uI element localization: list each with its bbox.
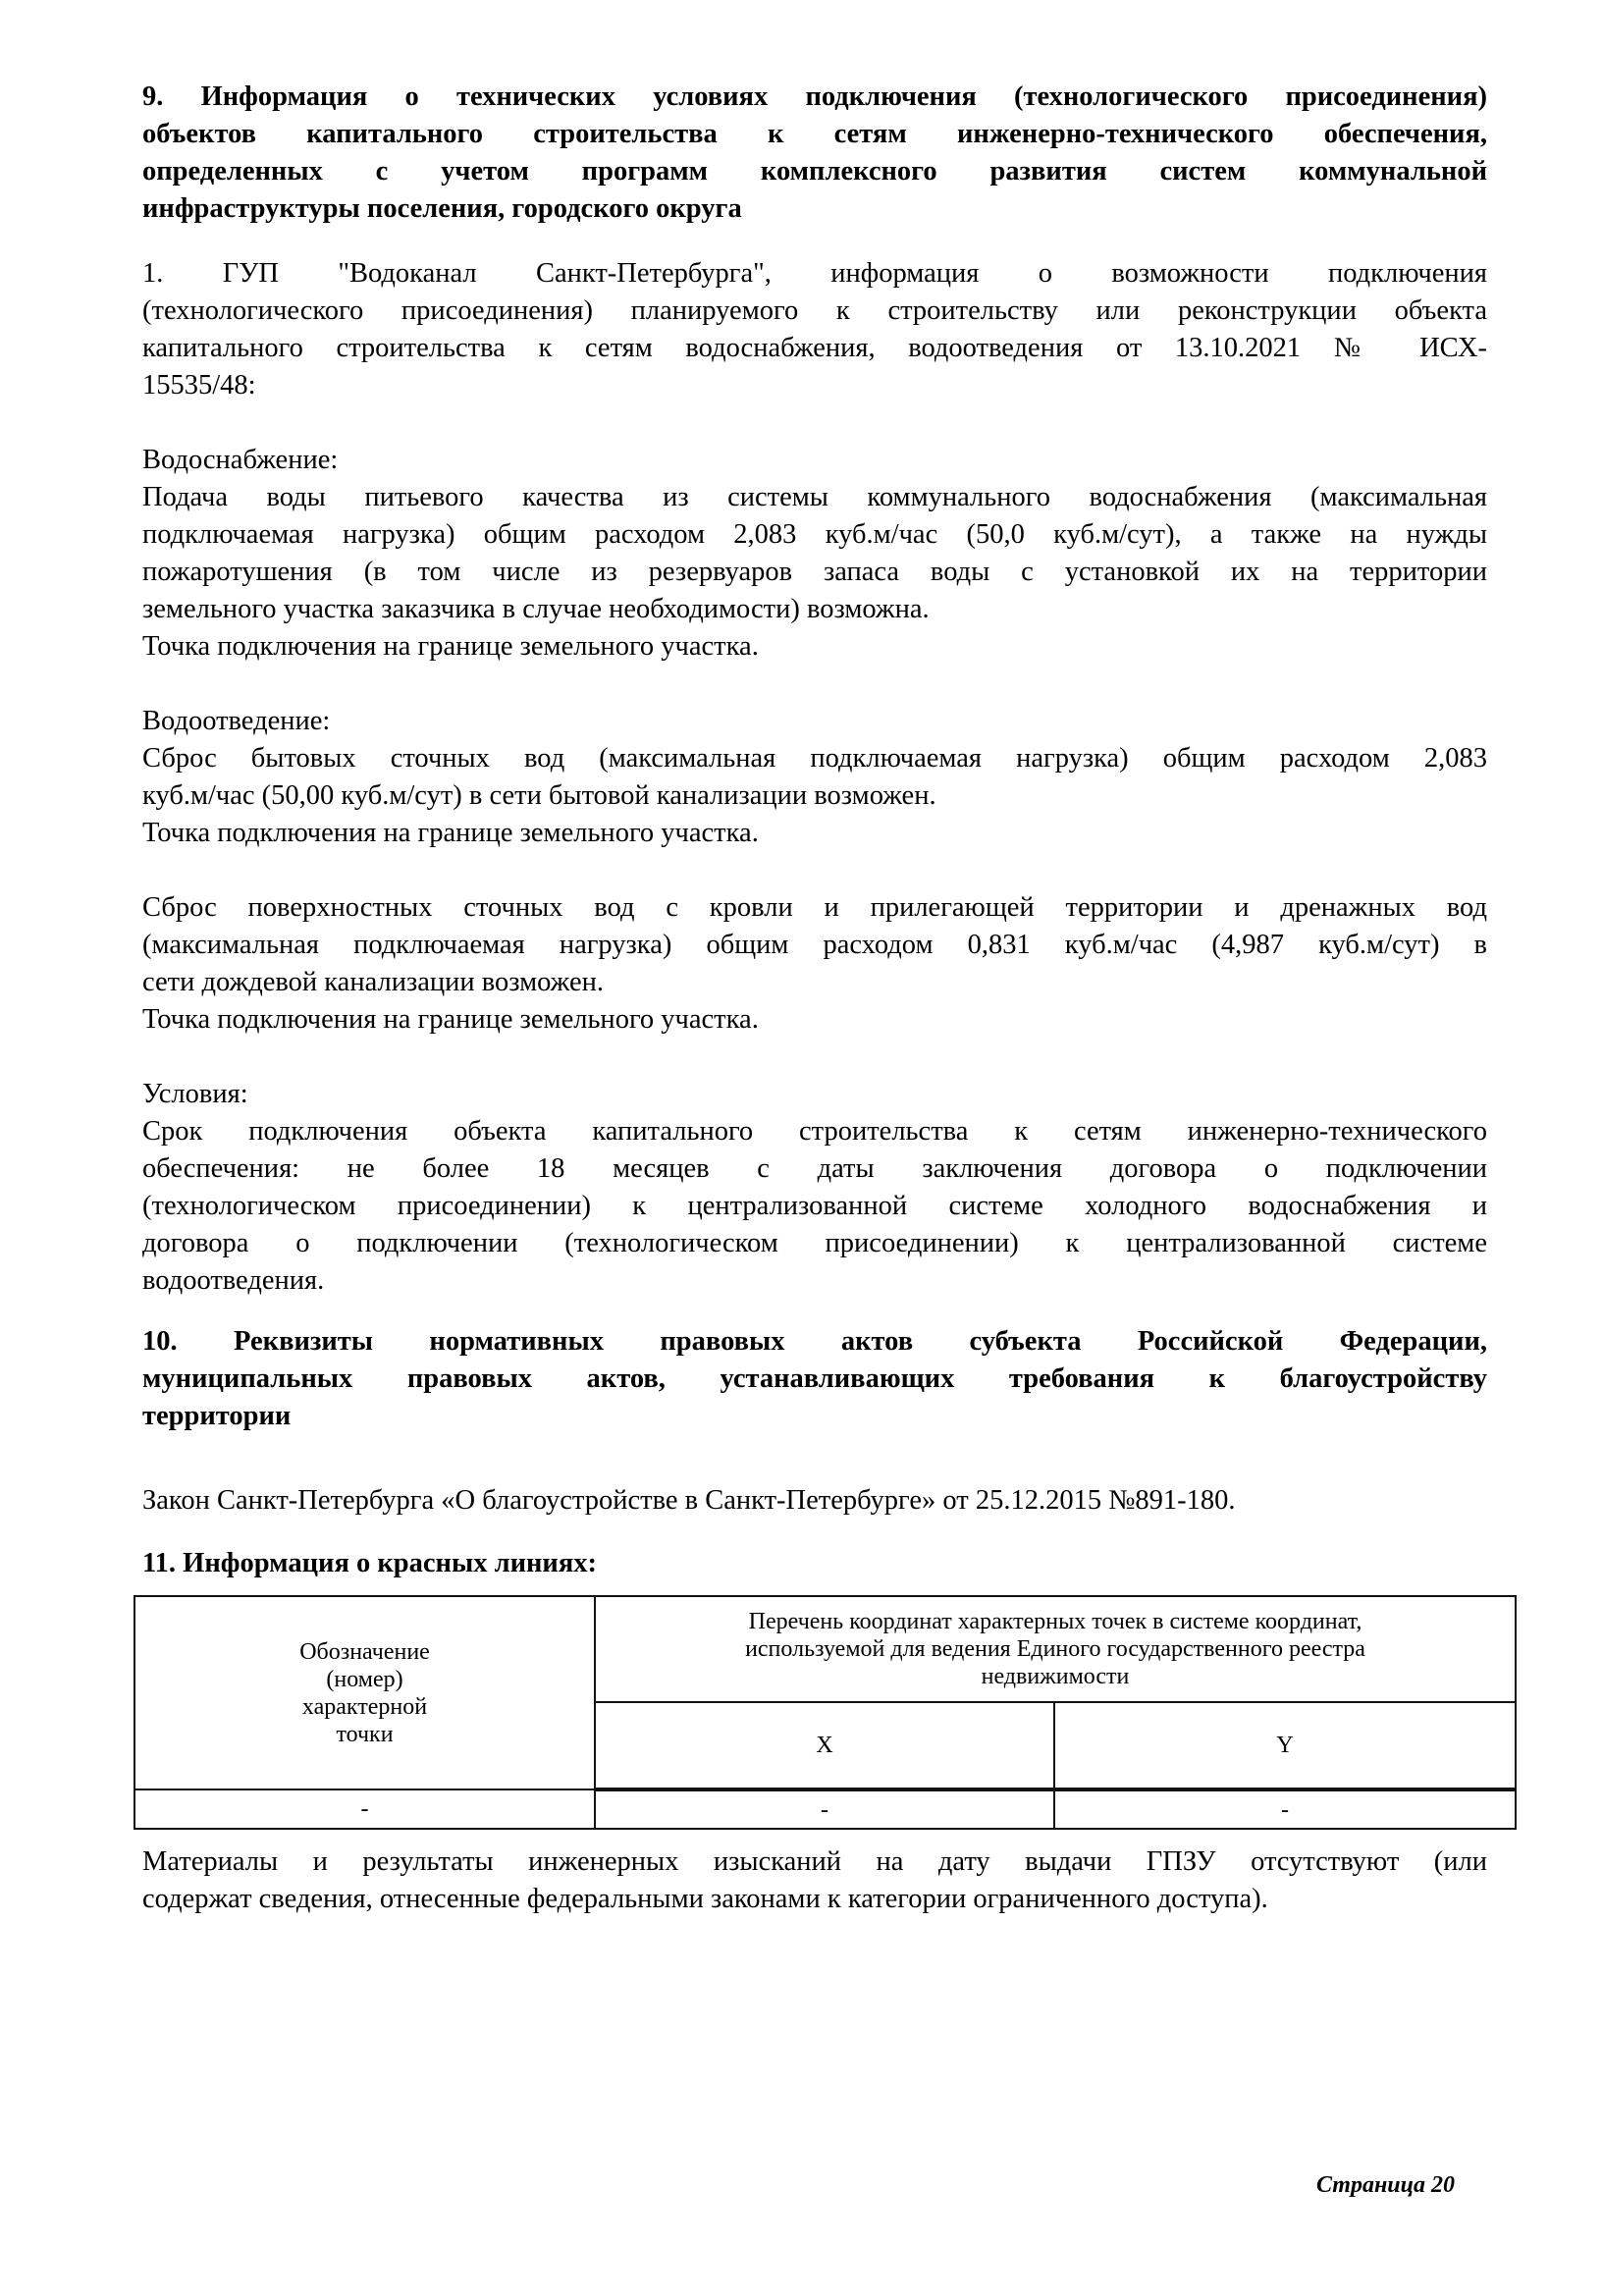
header-text: характерной: [301, 1693, 428, 1720]
red-lines-table: [134, 1595, 1517, 1830]
law-reference: Закон Санкт-Петербурга «О благоустройстве в Санкт-Петербурге» от 25.12.2015 №891-180.: [142, 1485, 1236, 1516]
connection-point: Точка подключения на границе земельного участка.: [142, 631, 759, 662]
text-line: пожаротушения (в том числе из резервуаров запаса воды с установкой их на территории: [142, 557, 1487, 587]
header-text: Обозначение: [299, 1638, 430, 1665]
y-column-header: Y: [1054, 1702, 1516, 1789]
text-line: куб.м/час (50,00 куб.м/сут) в сети бытовой канализации возможен.: [142, 780, 936, 811]
header-text: недвижимости: [981, 1664, 1130, 1689]
x-cell: -: [595, 1789, 1054, 1829]
text-line: Материалы и результаты инженерных изысканий на дату выдачи ГПЗУ отсутствуют (или: [142, 1846, 1487, 1877]
header-text: (номер): [326, 1666, 403, 1692]
storm-drain-block: [142, 889, 1487, 1039]
water-supply-label: Водоснабжение:: [142, 445, 339, 475]
text-line: (максимальная подключаемая нагрузка) общим расходом 0,831 куб.м/час (4,987 куб.м/сут) в: [142, 930, 1487, 960]
heading-line: территории: [142, 1401, 292, 1431]
text-line: 15535/48:: [142, 370, 256, 400]
section-11-heading: [142, 1545, 1487, 1582]
text-line: капитального строительства к сетям водоснабжения, водоотведения от 13.10.2021 № ИСХ-: [142, 333, 1487, 363]
text-line: сети дождевой канализации возможен.: [142, 967, 605, 997]
text-line: Сброс бытовых сточных вод (максимальная подключаемая нагрузка) общим расходом 2,083: [142, 743, 1487, 774]
header-text: используемой для ведения Единого государственного реестра: [745, 1636, 1365, 1662]
heading-line: 10. Реквизиты нормативных правовых актов субъекта Российской Федерации,: [142, 1326, 1487, 1357]
page-number: Страница 20: [1315, 2172, 1455, 2198]
x-column-header: X: [595, 1702, 1054, 1789]
header-text: точки: [336, 1721, 394, 1747]
y-cell: -: [1054, 1789, 1516, 1829]
text-line: (технологическом присоединении) к централизованной системе холодного водоснабжения и: [142, 1191, 1487, 1221]
heading-line: муниципальных правовых актов, устанавливающих требования к благоустройству: [142, 1363, 1487, 1394]
heading-line: 11. Информация о красных линиях:: [142, 1548, 598, 1578]
survey-materials-note: [142, 1843, 1487, 1918]
conditions-label: Условия:: [142, 1079, 248, 1109]
text-line: содержат сведения, отнесенные федеральными законами к категории ограниченного доступа).: [142, 1884, 1268, 1914]
text-line: обеспечения: не более 18 месяцев с даты заключения договора о подключении: [142, 1153, 1487, 1184]
section-10-text: [142, 1482, 1487, 1520]
text-line: подключаемая нагрузка) общим расходом 2,083 куб.м/час (50,0 куб.м/сут), а также на нужды: [142, 519, 1487, 550]
sewerage-block: [142, 703, 1487, 852]
text-line: 1. ГУП "Водоканал Санкт-Петербурга", информация о возможности подключения: [142, 258, 1487, 289]
water-supply-block: [142, 442, 1487, 666]
text-line: Срок подключения объекта капитального строительства к сетям инженерно-технического: [142, 1116, 1487, 1147]
connection-point: Точка подключения на границе земельного участка.: [142, 818, 759, 848]
conditions-block: [142, 1076, 1487, 1300]
text-line: (технологического присоединения) планируемого к строительству или реконструкции объекта: [142, 295, 1487, 326]
section-10-heading: [142, 1323, 1487, 1435]
sewerage-label: Водоотведение:: [142, 706, 331, 736]
table-row: [134, 1789, 1516, 1829]
vodokanal-intro: [142, 255, 1487, 404]
connection-point: Точка подключения на границе земельного участка.: [142, 1004, 759, 1035]
point-cell: -: [134, 1789, 595, 1829]
heading-line: инфраструктуры поселения, городского округа: [142, 193, 742, 224]
text-line: земельного участка заказчика в случае необходимости) возможна.: [142, 594, 930, 624]
heading-line: объектов капитального строительства к сетям инженерно-технического обеспечения,: [142, 119, 1487, 149]
coordinates-group-header: [595, 1596, 1516, 1702]
header-text: Перечень координат характерных точек в системе координат,: [748, 1609, 1362, 1634]
heading-line: определенных с учетом программ комплексного развития систем коммунальной: [142, 156, 1487, 187]
text-line: Сброс поверхностных сточных вод с кровли и прилегающей территории и дренажных вод: [142, 892, 1487, 923]
section-9-heading: [142, 79, 1487, 228]
text-line: водоотведения.: [142, 1265, 325, 1296]
text-line: договора о подключении (технологическом присоединении) к централизованной системе: [142, 1228, 1487, 1258]
text-line: Подача воды питьевого качества из системы коммунального водоснабжения (максимальная: [142, 482, 1487, 512]
heading-line: 9. Информация о технических условиях подключения (технологического присоединения): [142, 81, 1487, 112]
document-page: [142, 79, 1487, 1582]
point-designation-header: [134, 1596, 595, 1789]
